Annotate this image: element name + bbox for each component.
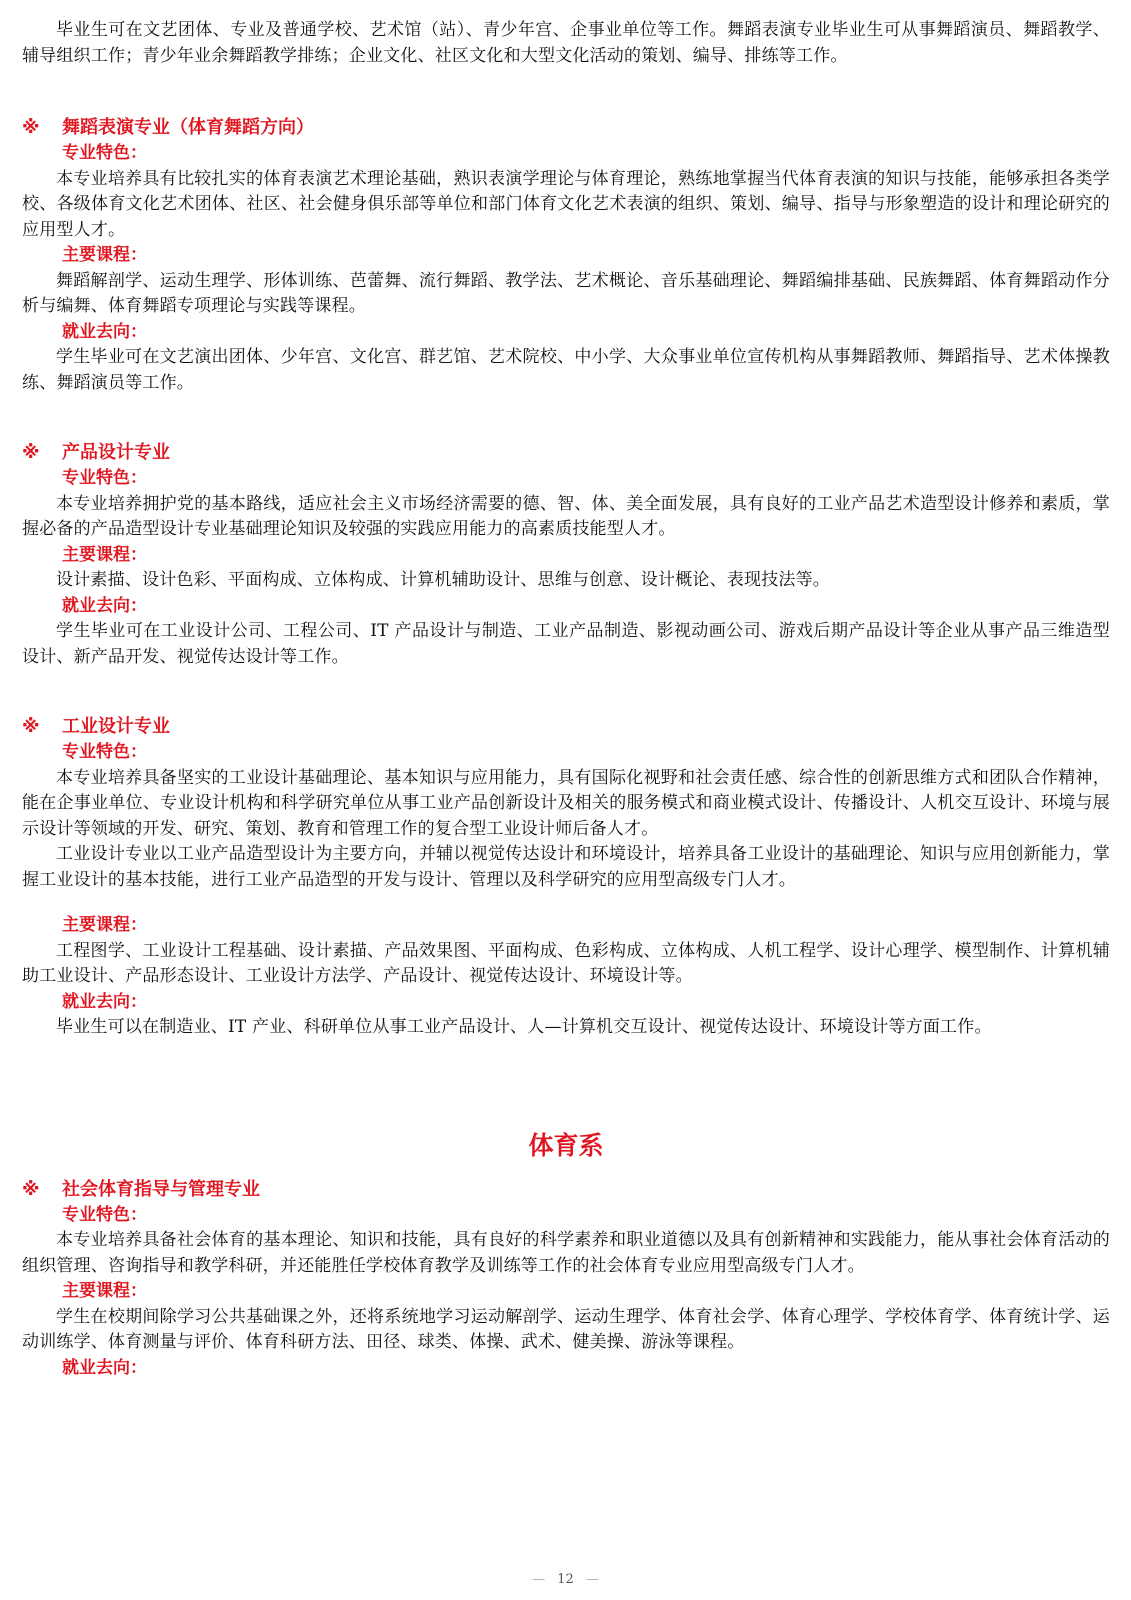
section-title: ※ 产品设计专业 xyxy=(22,439,1110,466)
page-footer xyxy=(0,1572,1131,1587)
department-title: 体育系 xyxy=(528,1130,604,1160)
footer-dash-left: — xyxy=(532,1572,546,1587)
features-label: 专业特色： xyxy=(62,742,147,762)
courses-label: 主要课程： xyxy=(62,544,147,565)
courses-label: 主要课程： xyxy=(62,915,147,935)
reference-mark-icon: ※ xyxy=(22,716,40,737)
intro-paragraph: 毕业生可在文艺团体、专业及普通学校、艺术馆（站）、青少年宫、企事业单位等工作。舞蹈表演专业毕业生可从事舞蹈演员、舞蹈教学、辅导组织工作；青少年业余舞蹈教学排练；企业文化、社区文化和大型文化活动的策划、编导、排练等工作。 xyxy=(22,20,1110,66)
features-label: 专业特色： xyxy=(62,143,147,163)
courses-text: 设计素描、设计色彩、平面构成、立体构成、计算机辅助设计、思维与创意、设计概论、表现技法等。 xyxy=(56,570,830,590)
courses-label: 主要课程： xyxy=(62,1281,147,1301)
career-label: 就业去向： xyxy=(62,1357,147,1378)
reference-mark-icon: ※ xyxy=(22,1178,40,1200)
career-label: 就业去向： xyxy=(62,595,147,616)
page-number: 12 xyxy=(557,1572,574,1587)
career-text: 毕业生可以在制造业、IT 产业、科研单位从事工业产品设计、人—计算机交互设计、视觉传达设计、环境设计等方面工作。 xyxy=(56,1017,992,1037)
section-product-design xyxy=(22,439,1110,670)
features-text: 本专业培养具备坚实的工业设计基础理论、基本知识与应用能力，具有国际化视野和社会责任感、综合性的创新思维方式和团队合作精神，能在企事业单位、专业设计机构和科学研究单位从事工业产品创新设计及相关的服务模式和商业模式设计、传播设计、人机交互设计、环境与展示设计等领域的开发、研究、策划、教育和管理工作的复合型工业设计师后备人才。 xyxy=(22,767,1110,839)
courses-label: 主要课程： xyxy=(62,245,147,265)
features-label: 专业特色： xyxy=(62,468,147,488)
career-label: 就业去向： xyxy=(62,991,147,1012)
section-social-sports xyxy=(22,1176,1110,1382)
features-text: 本专业培养具有比较扎实的体育表演艺术理论基础，熟识表演学理论与体育理论，熟练地掌握当代体育表演的知识与技能，能够承担各类学校、各级体育文化艺术团体、社区、社会健身俱乐部等单位和部门体育文化艺术表演的组织、策划、编导、指导与形象塑造的设计和理论研究的应用型人才。 xyxy=(22,168,1110,240)
section-industrial-design xyxy=(22,713,1110,1041)
features-text: 本专业培养具备社会体育的基本理论、知识和技能，具有良好的科学素养和职业道德以及具有创新精神和实践能力，能从事社会体育活动的组织管理、咨询指导和教学科研，并还能胜任学校体育教学及训练等工作的社会体育专业应用型高级专门人才。 xyxy=(22,1230,1110,1276)
career-text: 学生毕业可在文艺演出团体、少年宫、文化宫、群艺馆、艺术院校、中小学、大众事业单位宣传机构从事舞蹈教师、舞蹈指导、艺术体操教练、舞蹈演员等工作。 xyxy=(22,347,1110,393)
features-label: 专业特色： xyxy=(62,1204,147,1225)
features-text-2: 工业设计专业以工业产品造型设计为主要方向，并辅以视觉传达设计和环境设计，培养具备工业设计的基础理论、知识与应用创新能力，掌握工业设计的基本技能，进行工业产品造型的开发与设计、管理以及科学研究的应用型高级专门人才。 xyxy=(22,844,1110,890)
reference-mark-icon: ※ xyxy=(22,442,40,463)
section-title: ※ 舞蹈表演专业（体育舞蹈方向） xyxy=(22,114,1110,141)
section-dance-performance xyxy=(22,114,1110,396)
section-title: ※ 社会体育指导与管理专业 xyxy=(22,1176,1110,1203)
footer-dash-right: — xyxy=(585,1572,599,1587)
courses-text: 学生在校期间除学习公共基础课之外，还将系统地学习运动解剖学、运动生理学、体育社会学、体育心理学、学校体育学、体育统计学、运动训练学、体育测量与评价、体育科研方法、田径、球类、体操、武术、健美操、游泳等课程。 xyxy=(22,1306,1110,1352)
career-label: 就业去向： xyxy=(62,321,147,342)
section-title: ※ 工业设计专业 xyxy=(22,713,1110,740)
document-page xyxy=(22,18,1110,1381)
features-text: 本专业培养拥护党的基本路线，适应社会主义市场经济需要的德、智、体、美全面发展，具有良好的工业产品艺术造型设计修养和素质，掌握必备的产品造型设计专业基础理论知识及较强的实践应用能力的高素质技能型人才。 xyxy=(22,493,1110,539)
courses-text: 工程图学、工业设计工程基础、设计素描、产品效果图、平面构成、色彩构成、立体构成、人机工程学、设计心理学、模型制作、计算机辅助工业设计、产品形态设计、工业设计方法学、产品设计、视觉传达设计、环境设计等。 xyxy=(22,940,1110,986)
career-text: 学生毕业可在工业设计公司、工程公司、IT 产品设计与制造、工业产品制造、影视动画公司、游戏后期产品设计等企业从事产品三维造型设计、新产品开发、视觉传达设计等工作。 xyxy=(22,621,1110,667)
reference-mark-icon: ※ xyxy=(22,117,40,138)
courses-text: 舞蹈解剖学、运动生理学、形体训练、芭蕾舞、流行舞蹈、教学法、艺术概论、音乐基础理论、舞蹈编排基础、民族舞蹈、体育舞蹈动作分析与编舞、体育舞蹈专项理论与实践等课程。 xyxy=(22,270,1110,316)
